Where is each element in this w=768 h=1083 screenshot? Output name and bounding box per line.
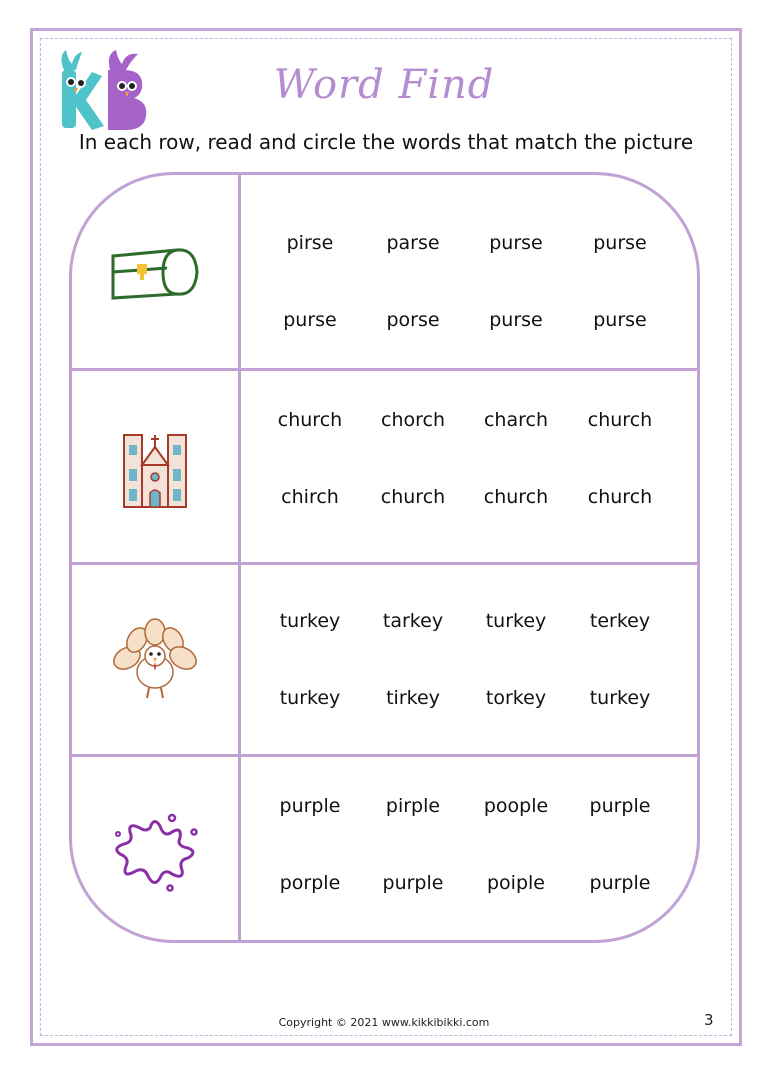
word-option[interactable]: turkey (279, 610, 341, 632)
word-option[interactable]: church (483, 486, 549, 508)
word-option[interactable]: purple (589, 795, 651, 817)
word-option[interactable]: tirkey (386, 687, 440, 709)
page-number: 3 (704, 1011, 714, 1029)
copyright-text: Copyright © 2021 www.kikkibikki.com (278, 1016, 490, 1029)
word-option[interactable]: torkey (485, 687, 547, 709)
word-option[interactable]: terkey (589, 610, 651, 632)
word-option[interactable]: porple (279, 872, 341, 894)
word-table (69, 172, 700, 943)
word-option[interactable]: porse (386, 309, 440, 331)
word-option[interactable]: tarkey (382, 610, 444, 632)
word-option[interactable]: purple (382, 872, 444, 894)
instruction-text: In each row, read and circle the words that match the picture (78, 130, 694, 154)
word-option[interactable]: church (587, 486, 653, 508)
word-option[interactable]: church (277, 409, 343, 431)
word-option[interactable]: purse (489, 309, 543, 331)
table-row (72, 757, 697, 943)
word-option[interactable]: poiple (487, 872, 545, 894)
word-option[interactable]: purse (593, 232, 647, 254)
word-option[interactable]: pirse (286, 232, 334, 254)
word-option[interactable]: turkey (485, 610, 547, 632)
table-row (72, 175, 697, 368)
table-row (72, 565, 697, 754)
word-option[interactable]: purse (283, 309, 337, 331)
table-row (72, 371, 697, 562)
word-option[interactable]: poople (483, 795, 549, 817)
purple-splat-icon (72, 757, 238, 943)
page-title: Word Find (273, 62, 495, 108)
turkey-icon (72, 565, 238, 754)
word-option[interactable]: turkey (589, 687, 651, 709)
word-option[interactable]: turkey (279, 687, 341, 709)
word-option[interactable]: parse (386, 232, 440, 254)
word-option[interactable]: purple (279, 795, 341, 817)
purse-icon (72, 175, 238, 368)
word-option[interactable]: chorch (381, 409, 445, 431)
church-icon (72, 371, 238, 562)
word-option[interactable]: church (380, 486, 446, 508)
word-option[interactable]: pirple (385, 795, 441, 817)
word-option[interactable]: chirch (281, 486, 339, 508)
word-option[interactable]: purse (593, 309, 647, 331)
word-option[interactable]: charch (483, 409, 548, 431)
word-option[interactable]: purple (589, 872, 651, 894)
word-option[interactable]: church (587, 409, 653, 431)
word-option[interactable]: purse (489, 232, 543, 254)
